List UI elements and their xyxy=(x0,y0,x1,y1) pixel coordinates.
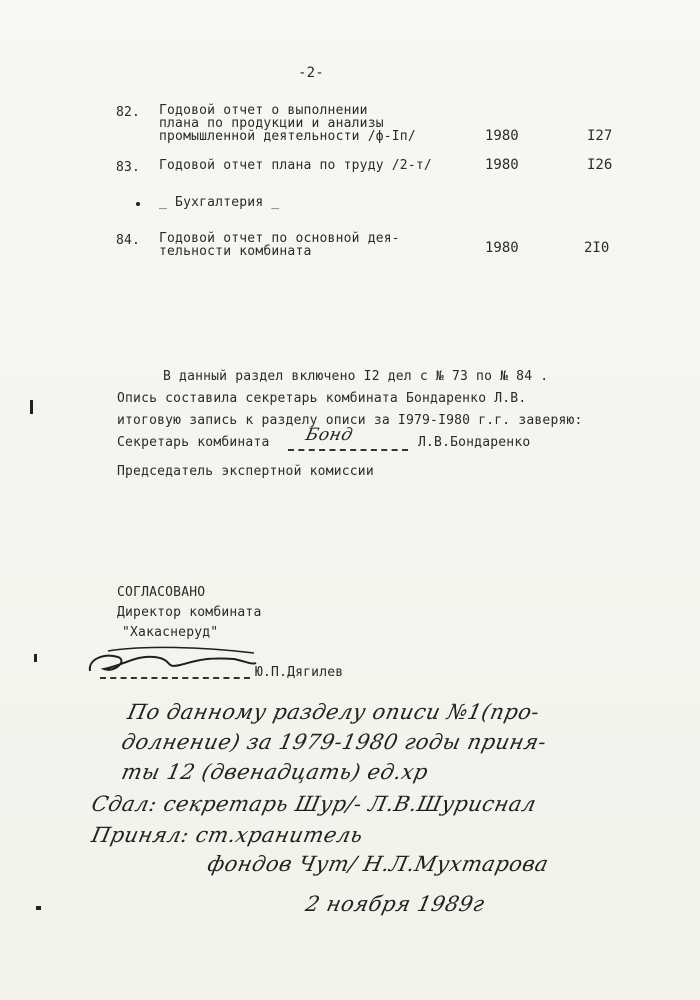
entry-count: 2I0 xyxy=(584,240,610,256)
secretary-name: Л.В.Бондаренко xyxy=(418,435,531,450)
entry-title-line: Годовой отчет по основной дея- xyxy=(159,231,400,246)
entry-title-line: Годовой отчет о выполнении xyxy=(159,103,368,118)
handwritten-date: 2 ноября 1989г xyxy=(303,892,487,916)
director-name: Ю.П.Дягилев xyxy=(255,665,344,680)
commission-chair: Председатель экспертной комиссии xyxy=(117,464,374,479)
entry-number: 84. xyxy=(116,233,141,248)
section-heading: _ Бухгалтерия _ xyxy=(159,195,280,210)
secretary-signature: Бонд xyxy=(303,425,355,445)
approval-position: Директор комбината xyxy=(117,605,262,620)
summary-line: В данный раздел включено I2 дел с № 73 по № 84 . xyxy=(163,369,549,384)
secretary-label: Секретарь комбината xyxy=(117,435,270,450)
handwritten-note-line: Принял: ст.хранитель xyxy=(89,823,366,847)
entry-year: 1980 xyxy=(485,128,519,144)
entry-title-line: Годовой отчет плана по труду /2-т/ xyxy=(159,158,432,173)
margin-mark xyxy=(30,400,33,414)
handwritten-note-line: фондов Чут/ Н.Л.Мухтарова xyxy=(205,852,551,876)
entry-title-line: промышленной деятельности /ф-Iп/ xyxy=(159,129,416,144)
handwritten-note-line: ты 12 (двенадцать) ед.хр xyxy=(119,760,431,784)
entry-number: 82. xyxy=(116,105,141,120)
entry-count: I27 xyxy=(587,128,613,144)
entry-count: I26 xyxy=(587,157,613,173)
entry-number: 83. xyxy=(116,160,141,175)
entry-title-line: тельности комбината xyxy=(159,244,312,259)
handwritten-note-line: долнение) за 1979-1980 годы приня- xyxy=(119,730,549,754)
handwritten-note-line: По данному разделу описи №1(про- xyxy=(125,700,542,724)
margin-mark xyxy=(34,654,37,662)
bullet-mark xyxy=(136,202,140,206)
summary-line: Опись составила секретарь комбината Бондаренко Л.В. xyxy=(117,391,527,406)
entry-year: 1980 xyxy=(485,157,519,173)
director-signature xyxy=(84,643,259,683)
approval-label: СОГЛАСОВАНО xyxy=(117,585,206,600)
summary-line: итоговую запись к разделу описи за I979-I980 г.г. заверяю: xyxy=(117,413,583,428)
entry-title-line: плана по продукции и анализы xyxy=(159,116,384,131)
margin-mark xyxy=(36,906,41,910)
signature-line xyxy=(288,449,408,451)
entry-year: 1980 xyxy=(485,240,519,256)
handwritten-note-line: Сдал: секретарь Шур/- Л.В.Шуриснал xyxy=(89,792,539,816)
page-number: -2- xyxy=(298,65,324,81)
approval-org: "Хакаснеруд" xyxy=(122,625,219,640)
